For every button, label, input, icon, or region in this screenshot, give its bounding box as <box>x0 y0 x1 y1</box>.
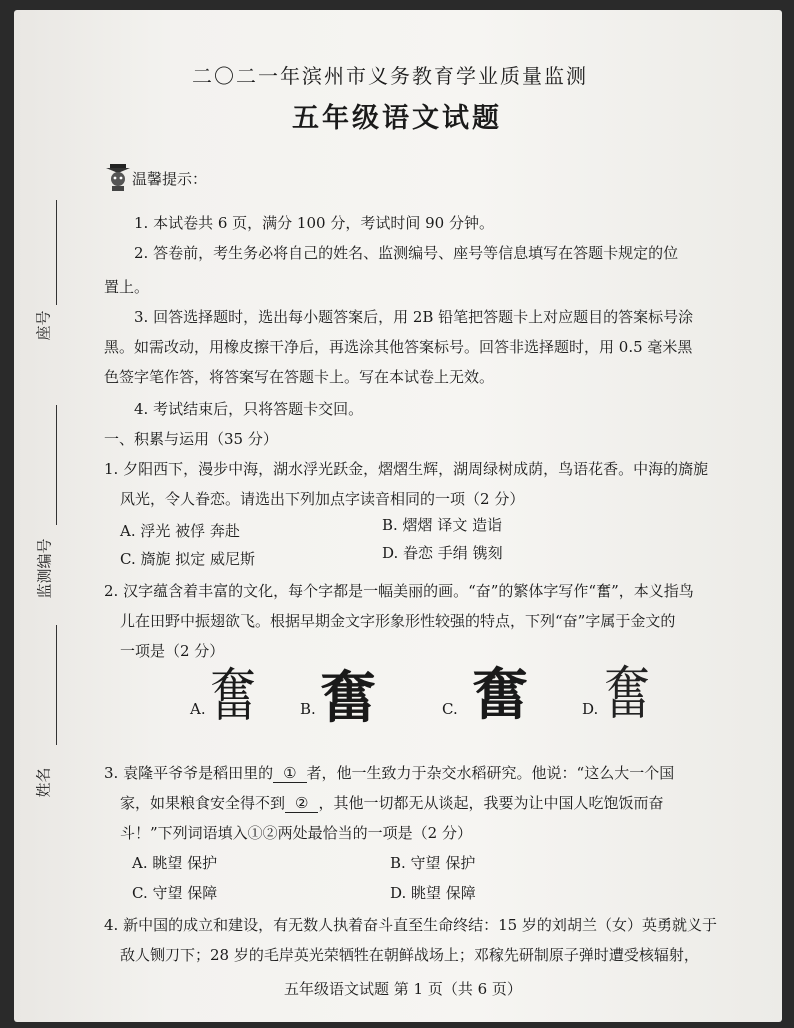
mascot-icon <box>104 162 132 192</box>
q2-option-c-label: C. <box>442 700 458 718</box>
tip-2-cont: 置上。 <box>104 278 150 296</box>
q3-line2-pre: 家，如果粮食安全得不到 <box>120 794 286 812</box>
q3-line1-pre: 3. 袁隆平爷爷是稻田里的 <box>104 764 274 782</box>
question-3-line-2 <box>120 792 663 813</box>
name-label: 姓名 <box>34 767 53 798</box>
q2-option-b-glyph: 奮 <box>320 665 376 731</box>
tip-4: 4. 考试结束后，只将答题卡交回。 <box>134 400 364 418</box>
question-2-line-2: 儿在田野中振翅欲飞。根据早期金文字形象形性较强的特点，下列“奋”字属于金文的 <box>120 612 676 630</box>
q3-blank-2: ② <box>285 794 318 813</box>
question-3-line-1 <box>104 762 674 783</box>
q2-option-b-label: B. <box>300 700 316 718</box>
q3-line2-post: ，其他一切都无从谈起，我要为让中国人吃饱饭而奋 <box>318 794 664 812</box>
question-2-line-3: 一项是（2 分） <box>120 642 225 660</box>
q3-line1-post: 者，他一生致力于杂交水稻研究。他说：“这么大一个国 <box>306 764 675 782</box>
q2-option-c-glyph: 奮 <box>472 663 528 728</box>
tips-title: 温馨提示： <box>132 170 208 188</box>
q3-option-c: C. 守望 保障 <box>132 884 218 902</box>
q1-option-a: A. 浮光 被俘 奔赴 <box>120 522 240 540</box>
q1-option-c: C. 旖旎 拟定 威尼斯 <box>120 550 256 568</box>
name-line <box>56 625 57 745</box>
q1-option-b: B. 熠熠 译文 造诣 <box>382 516 503 534</box>
question-4-line-2: 敌人铡刀下；28 岁的毛岸英光荣牺牲在朝鲜战场上；邓稼先研制原子弹时遭受核辐射， <box>120 946 699 964</box>
question-3-line-3: 斗！”下列词语填入①②两处最恰当的一项是（2 分） <box>120 824 472 842</box>
tip-3-cont-2: 色签字笔作答，将答案写在答题卡上。写在本试卷上无效。 <box>104 368 495 386</box>
q3-option-d: D. 眺望 保障 <box>390 884 476 902</box>
monitor-no-line <box>56 405 57 525</box>
q3-option-a: A. 眺望 保护 <box>132 854 218 872</box>
q3-blank-1: ① <box>273 764 306 783</box>
seat-line <box>56 200 57 305</box>
question-1-line-1: 1. 夕阳西下，漫步中海，湖水浮光跃金，熠熠生辉，湖周绿树成荫，鸟语花香。中海的旖旎 <box>104 460 709 478</box>
q1-option-d: D. 眷恋 手绢 镌刻 <box>382 544 503 562</box>
question-4-line-1: 4. 新中国的成立和建设，有无数人执着奋斗直至生命终结：15 岁的刘胡兰（女）英勇就义于 <box>104 916 717 934</box>
section-title: 一、积累与运用（35 分） <box>104 430 278 448</box>
q2-option-a-glyph: 奮 <box>210 661 254 729</box>
tip-2: 2. 答卷前，考生务必将自己的姓名、监测编号、座号等信息填写在答题卡规定的位 <box>134 244 679 262</box>
tip-1: 1. 本试卷共 6 页，满分 100 分，考试时间 90 分钟。 <box>134 214 494 232</box>
monitor-no-label: 监测编号 <box>35 538 54 599</box>
seat-label: 座号 <box>34 310 53 341</box>
exam-page <box>14 10 782 1022</box>
exam-name: 二〇二一年滨州市义务教育学业质量监测 <box>192 64 588 88</box>
page-title: 五年级语文试题 <box>292 103 502 134</box>
q2-option-d-glyph: 奮 <box>604 659 648 727</box>
question-2-line-1: 2. 汉字蕴含着丰富的文化，每个字都是一幅美丽的画。“奋”的繁体字写作“奮”，本义指鸟 <box>104 582 694 600</box>
question-1-line-2: 风光，令人眷恋。请选出下列加点字读音相同的一项（2 分） <box>120 490 525 508</box>
tip-3-cont-1: 黑。如需改动，用橡皮擦干净后，再选涂其他答案标号。回答非选择题时，用 0.5 毫米黑 <box>104 338 693 356</box>
q2-option-d-label: D. <box>582 700 599 718</box>
q3-option-b: B. 守望 保护 <box>390 854 476 872</box>
q2-option-a-label: A. <box>190 700 206 718</box>
tip-3: 3. 回答选择题时，选出每小题答案后，用 2B 铅笔把答题卡上对应题目的答案标号涂 <box>134 308 694 326</box>
page-footer: 五年级语文试题 第 1 页（共 6 页） <box>284 980 522 998</box>
